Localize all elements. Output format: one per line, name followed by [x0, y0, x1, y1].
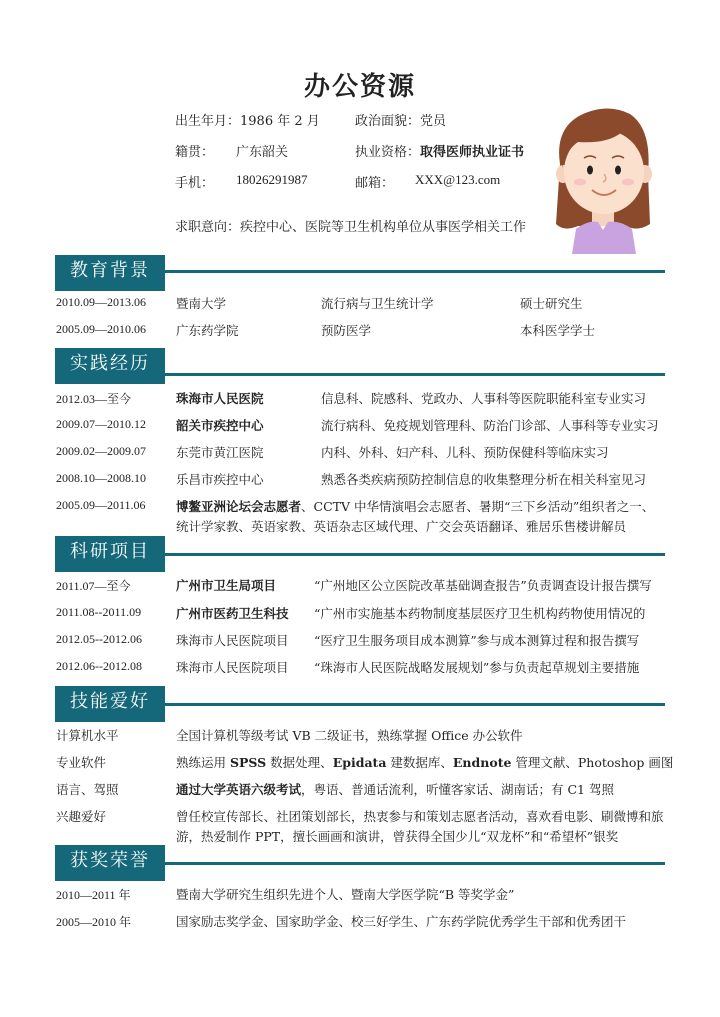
practice-org: 韶关市疾控中心	[176, 418, 264, 433]
email-label: 邮箱：	[355, 176, 395, 191]
section-header-education: 教育背景	[55, 255, 165, 291]
practice-desc: 信息科、院感科、党政办、人事科等医院职能科室专业实习	[321, 391, 647, 406]
native-value: 广东韶关	[236, 145, 289, 160]
skill-label: 兴趣爱好	[56, 809, 107, 824]
award-desc: 暨南大学研究生组织先进个人、暨南大学医学院“B 等奖学金”	[176, 887, 515, 902]
edu-major: 流行病与卫生统计学	[321, 296, 434, 311]
text-span: 熟练运用	[176, 755, 230, 770]
political-label: 政治面貌：	[355, 114, 421, 129]
birth-field	[175, 110, 320, 129]
software-endnote: Endnote	[452, 755, 512, 770]
native-label: 籍贯：	[175, 145, 215, 160]
edu-date: 2010.09—2013.06	[56, 295, 146, 309]
edu-school: 暨南大学	[176, 296, 227, 311]
intent-value: 疾控中心、医院等卫生机构单位从事医学相关工作	[240, 220, 527, 235]
award-desc: 国家励志奖学金、国家助学金、校三好学生、广东药学院优秀学生干部和优秀团干	[176, 914, 627, 929]
research-date: 2011.08--2011.09	[56, 605, 142, 619]
section-divider	[165, 553, 665, 556]
research-date: 2012.05--2012.06	[56, 632, 142, 646]
research-desc: “广州市实施基本药物制度基层医疗卫生机构药物使用情况的	[314, 606, 646, 621]
research-org: 广州市医药卫生科技	[176, 606, 289, 621]
volunteer-highlight: 博鳌亚洲论坛会志愿者	[176, 499, 302, 514]
section-divider	[165, 862, 665, 865]
skill-software-value	[176, 753, 673, 771]
skill-label: 专业软件	[56, 755, 107, 770]
practice-org: 乐昌市疾控中心	[176, 472, 264, 487]
phone-label: 手机：	[175, 176, 215, 191]
practice-date: 2009.07—2010.12	[56, 417, 146, 431]
cet6-highlight: 通过大学英语六级考试	[176, 782, 302, 797]
practice-date: 2012.03—至今	[56, 392, 132, 406]
edu-degree: 硕士研究生	[520, 296, 583, 311]
skill-label: 计算机水平	[56, 728, 119, 743]
practice-org: 东莞市黄江医院	[176, 445, 264, 460]
text-span: 数据处理、	[266, 755, 333, 770]
edu-degree: 本科医学学士	[520, 323, 596, 338]
research-desc: “医疗卫生服务项目成本测算”参与成本测算过程和报告撰写	[314, 633, 640, 648]
section-header-skills: 技能爱好	[55, 686, 165, 722]
birth-label: 出生年月：	[175, 114, 241, 129]
edu-major: 预防医学	[321, 323, 372, 338]
text-span: ，粤语、普通话流利，听懂客家话、湖南话；有 C1 驾照	[301, 782, 614, 797]
text-span: 建数据库、	[386, 755, 453, 770]
award-date: 2005—2010 年	[56, 915, 132, 929]
practice-desc: 流行病科、免疫规划管理科、防治门诊部、人事科等专业实习	[321, 418, 659, 433]
practice-org: 珠海市人民医院	[176, 391, 264, 406]
hobby-line-2: 游，热爱制作 PPT，擅长画画和演讲，曾获得全国少儿“双龙杯”和“希望杯”银奖	[176, 829, 619, 844]
section-header-research: 科研项目	[55, 536, 165, 572]
intent-label: 求职意向：	[175, 220, 241, 235]
political-value: 党员	[420, 114, 447, 129]
email-value: XXX@123.com	[415, 172, 501, 187]
license-label: 执业资格：	[355, 145, 421, 160]
section-divider	[165, 270, 665, 273]
section-header-practice: 实践经历	[55, 348, 165, 384]
practice-date: 2009.02—2009.07	[56, 444, 146, 458]
edu-school: 广东药学院	[176, 323, 239, 338]
edu-date: 2005.09—2010.06	[56, 322, 146, 336]
volunteer-line-1	[176, 497, 654, 515]
section-header-awards: 获奖荣誉	[55, 845, 165, 881]
research-org: 珠海市人民医院项目	[176, 660, 289, 675]
research-desc: “广州地区公立医院改革基础调查报告”负责调查设计报告撰写	[314, 578, 652, 593]
cartoon-girl-avatar-icon	[548, 104, 658, 254]
license-field	[355, 141, 524, 160]
skill-language-value	[176, 780, 614, 798]
research-date: 2011.07—至今	[56, 579, 131, 593]
research-org: 广州市卫生局项目	[176, 578, 277, 593]
award-date: 2010—2011 年	[56, 888, 131, 902]
resume-title: 办公资源	[303, 72, 416, 102]
research-org: 珠海市人民医院项目	[176, 633, 289, 648]
license-value: 取得医师执业证书	[420, 145, 525, 160]
section-divider	[165, 703, 665, 706]
hobby-line-1: 曾任校宣传部长、社团策划部长，热衷参与和策划志愿者活动，喜欢看电影、刷微博和旅	[176, 809, 664, 824]
research-date: 2012.06--2012.08	[56, 659, 142, 673]
research-desc: “珠海市人民医院战略发展规划”参与负责起草规划主要措施	[314, 660, 640, 675]
skill-computer-value: 全国计算机等级考试 VB 二级证书，熟练掌握 Office 办公软件	[176, 728, 523, 743]
practice-desc: 熟悉各类疾病预防控制信息的收集整理分析在相关科室见习	[321, 472, 647, 487]
volunteer-rest: 、CCTV 中华情演唱会志愿者、暑期“三下乡活动”组织者之一、	[301, 499, 655, 514]
phone-value: 18026291987	[236, 172, 308, 187]
practice-desc: 内科、外科、妇产科、儿科、预防保健科等临床实习	[321, 445, 609, 460]
section-divider	[165, 373, 665, 376]
practice-date: 2005.09—2011.06	[56, 498, 146, 512]
skill-label: 语言、驾照	[56, 782, 119, 797]
software-spss: SPSS	[229, 755, 267, 770]
volunteer-line-2: 统计学家教、英语家教、英语杂志区域代理、广交会英语翻译、雅居乐售楼讲解员	[176, 519, 627, 534]
intent-field	[175, 216, 526, 235]
text-span: 管理文献、Photoshop 画图	[511, 755, 674, 770]
software-epidata: Epidata	[332, 755, 387, 770]
birth-value: 1986 年 2 月	[240, 114, 320, 129]
practice-date: 2008.10—2008.10	[56, 471, 146, 485]
avatar	[548, 104, 658, 254]
political-field	[355, 110, 446, 129]
